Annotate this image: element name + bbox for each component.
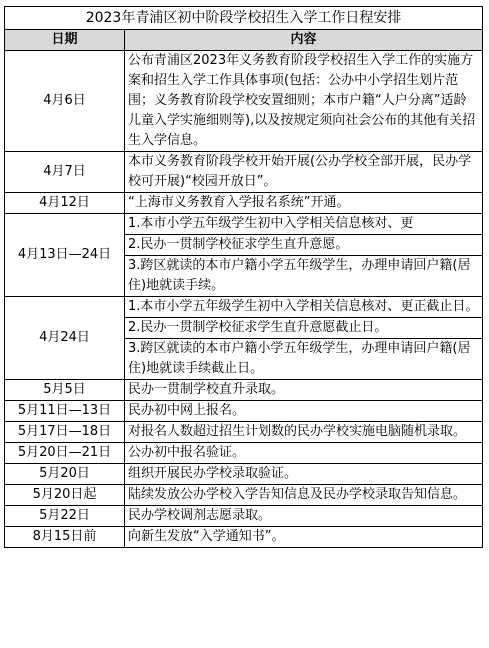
content-cell — [125, 443, 483, 464]
content-cell — [125, 152, 483, 193]
table-title: 2023年青浦区初中阶段学校招生入学工作日程安排 — [5, 7, 483, 30]
table-row — [5, 464, 483, 485]
content-item: 3.跨区就读的本市户籍小学五年级学生，办理申请回户籍(居住)地就读手续。 — [125, 255, 482, 296]
content-cell — [125, 297, 483, 380]
date-cell: 4月6日 — [5, 51, 125, 152]
date-cell: 4月12日 — [5, 193, 125, 214]
date-cell: 5月11日—13日 — [5, 401, 125, 422]
content-cell — [125, 527, 483, 548]
content-item: 2.民办一贯制学校征求学生直升意愿截止日。 — [125, 317, 482, 338]
content-item: 3.跨区就读的本市户籍小学五年级学生，办理申请回户籍(居住)地就读手续截止日。 — [125, 338, 482, 379]
date-cell: 4月13日—24日 — [5, 214, 125, 297]
content-item: 本市义务教育阶段学校开始开展(公办学校全部开展，民办学校可开展)“校园开放日”。 — [128, 154, 472, 189]
content-item: 向新生发放“入学通知书”。 — [128, 529, 285, 544]
content-item: 组织开展民办学校录取验证。 — [128, 466, 298, 481]
content-cell — [125, 506, 483, 527]
content-item: 1.本市小学五年级学生初中入学相关信息核对、更 — [128, 216, 414, 231]
date-cell: 5月20日—21日 — [5, 443, 125, 464]
table-row — [5, 485, 483, 506]
content-cell — [125, 214, 483, 297]
header-date: 日期 — [5, 30, 125, 51]
table-row — [5, 51, 483, 152]
date-cell: 4月7日 — [5, 152, 125, 193]
content-item: 对报名人数超过招生计划数的民办学校实施电脑随机录取。 — [128, 424, 467, 439]
schedule-sheet — [4, 6, 482, 548]
content-item: “上海市义务教育入学报名系统”开通。 — [128, 195, 350, 210]
table-row — [5, 527, 483, 548]
date-cell: 8月15日前 — [5, 527, 125, 548]
table-row — [5, 506, 483, 527]
table-row — [5, 443, 483, 464]
content-cell — [125, 464, 483, 485]
date-cell: 5月17日—18日 — [5, 422, 125, 443]
table-row — [5, 214, 483, 297]
schedule-body — [5, 51, 483, 548]
content-cell — [125, 193, 483, 214]
date-cell: 5月20日起 — [5, 485, 125, 506]
content-item: 公办初中报名验证。 — [128, 445, 246, 460]
content-item: 2.民办一贯制学校征求学生直升意愿。 — [125, 234, 482, 255]
title-row — [5, 7, 483, 30]
content-item: 民办学校调剂志愿录取。 — [128, 508, 272, 523]
content-item: 陆续发放公办学校入学告知信息及民办学校录取告知信息。 — [128, 487, 467, 502]
content-item: 1.本市小学五年级学生初中入学相关信息核对、更正截止日。 — [128, 299, 479, 314]
date-cell: 5月20日 — [5, 464, 125, 485]
date-cell: 5月22日 — [5, 506, 125, 527]
content-item: 民办初中网上报名。 — [128, 403, 246, 418]
header-content: 内容 — [125, 30, 483, 51]
content-item: 公布青浦区2023年义务教育阶段学校招生入学工作的实施方案和招生入学工作具体事项(包括：公办中小学招生划片范围；义务教育阶段学校安置细则；本市户籍“人户分离”适龄儿童入学实施细则等),以及按规定须向社会公布的其他有关招生入学信息。 — [128, 53, 476, 148]
date-cell: 5月5日 — [5, 380, 125, 401]
content-cell — [125, 51, 483, 152]
content-cell — [125, 422, 483, 443]
table-row — [5, 401, 483, 422]
header-row — [5, 30, 483, 51]
content-item: 民办一贯制学校直升录取。 — [128, 382, 285, 397]
content-cell — [125, 380, 483, 401]
content-cell — [125, 485, 483, 506]
schedule-table — [4, 6, 483, 548]
date-cell: 4月24日 — [5, 297, 125, 380]
content-cell — [125, 401, 483, 422]
table-row — [5, 152, 483, 193]
table-row — [5, 297, 483, 380]
table-row — [5, 380, 483, 401]
table-row — [5, 422, 483, 443]
table-row — [5, 193, 483, 214]
